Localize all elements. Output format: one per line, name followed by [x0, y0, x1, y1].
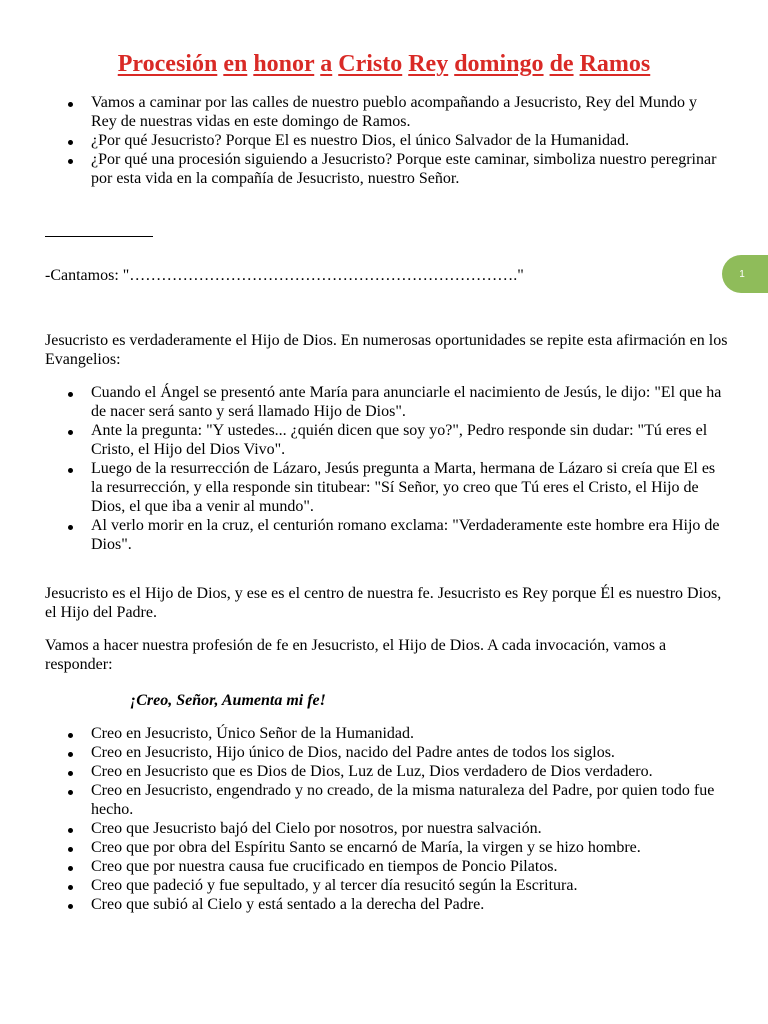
document-title	[0, 48, 768, 80]
list-item: ¿Por qué Jesucristo? Porque El es nuestro Dios, el único Salvador de la Humanidad.	[45, 131, 725, 150]
list-item: Creo que Jesucristo bajó del Cielo por nosotros, por nuestra salvación.	[45, 819, 725, 838]
page-number-badge	[722, 255, 768, 293]
list-item: Creo que subió al Cielo y está sentado a la derecha del Padre.	[45, 895, 725, 914]
title-word: de	[549, 51, 574, 77]
list-item: Creo que por nuestra causa fue crucificado en tiempos de Poncio Pilatos.	[45, 857, 725, 876]
gospel-list-block	[45, 383, 725, 554]
list-item: Vamos a caminar por las calles de nuestro pueblo acompañando a Jesucristo, Rey del Mundo y Rey de nuestras vidas en este domingo de Ramos.	[45, 93, 725, 131]
title-word: Procesión	[117, 51, 218, 77]
title-word: Ramos	[579, 51, 651, 77]
list-item: Luego de la resurrección de Lázaro, Jesús pregunta a Marta, hermana de Lázaro si creía que El es la resurrección, y ella responde sin titubear: "Sí Señor, yo creo que Tú eres el Cristo, el Hijo de Dios, el que iba a venir al mundo".	[45, 459, 725, 516]
response-line: ¡Creo, Señor, Aumenta mi fe!	[130, 692, 326, 709]
title-word: Rey	[408, 51, 449, 77]
list-item: Creo en Jesucristo que es Dios de Dios, Luz de Luz, Dios verdadero de Dios verdadero.	[45, 762, 725, 781]
list-item: Creo que por obra del Espíritu Santo se encarnó de María, la virgen y se hizo hombre.	[45, 838, 725, 857]
creed-list	[45, 724, 725, 914]
list-item: Creo que padeció y fue sepultado, y al tercer día resucitó según la Escritura.	[45, 876, 725, 895]
list-item: Al verlo morir en la cruz, el centurión romano exclama: "Verdaderamente este hombre era Hijo de Dios".	[45, 516, 725, 554]
cantamos-line: -Cantamos: "………………………………………………………………."	[45, 267, 524, 284]
intro-list	[45, 93, 725, 188]
gospel-list	[45, 383, 725, 554]
intro-list-block	[45, 93, 725, 188]
list-item: Creo en Jesucristo, Hijo único de Dios, nacido del Padre antes de todos los siglos.	[45, 743, 725, 762]
list-item: Creo en Jesucristo, Único Señor de la Humanidad.	[45, 724, 725, 743]
list-item: Ante la pregunta: "Y ustedes... ¿quién dicen que soy yo?", Pedro responde sin dudar: "Tú eres el Cristo, el Hijo del Dios Vivo".	[45, 421, 725, 459]
divider	[45, 236, 153, 237]
title-word: en	[223, 51, 248, 77]
paragraph: Jesucristo es el Hijo de Dios, y ese es el centro de nuestra fe. Jesucristo es Rey porque Él es nuestro Dios, el Hijo del Padre.	[45, 585, 722, 621]
title-word: domingo	[454, 51, 544, 77]
title-word: honor	[253, 51, 315, 77]
page-number: 1	[739, 268, 745, 280]
list-item: Creo en Jesucristo, engendrado y no creado, de la misma naturaleza del Padre, por quien todo fue hecho.	[45, 781, 725, 819]
title-word: a	[320, 51, 333, 77]
list-item: ¿Por qué una procesión siguiendo a Jesucristo? Porque este caminar, simboliza nuestro peregrinar por esta vida en la compañía de Jesucristo, nuestro Señor.	[45, 150, 725, 188]
paragraph: Vamos a hacer nuestra profesión de fe en Jesucristo, el Hijo de Dios. A cada invocación, vamos a responder:	[45, 637, 667, 673]
list-item: Cuando el Ángel se presentó ante María para anunciarle el nacimiento de Jesús, le dijo: "El que ha de nacer será santo y será llamado Hijo de Dios".	[45, 383, 725, 421]
title-word: Cristo	[338, 51, 403, 77]
creed-list-block	[45, 724, 725, 914]
paragraph: Jesucristo es verdaderamente el Hijo de Dios. En numerosas oportunidades se repite esta afirmación en los Evangelios:	[45, 332, 728, 368]
